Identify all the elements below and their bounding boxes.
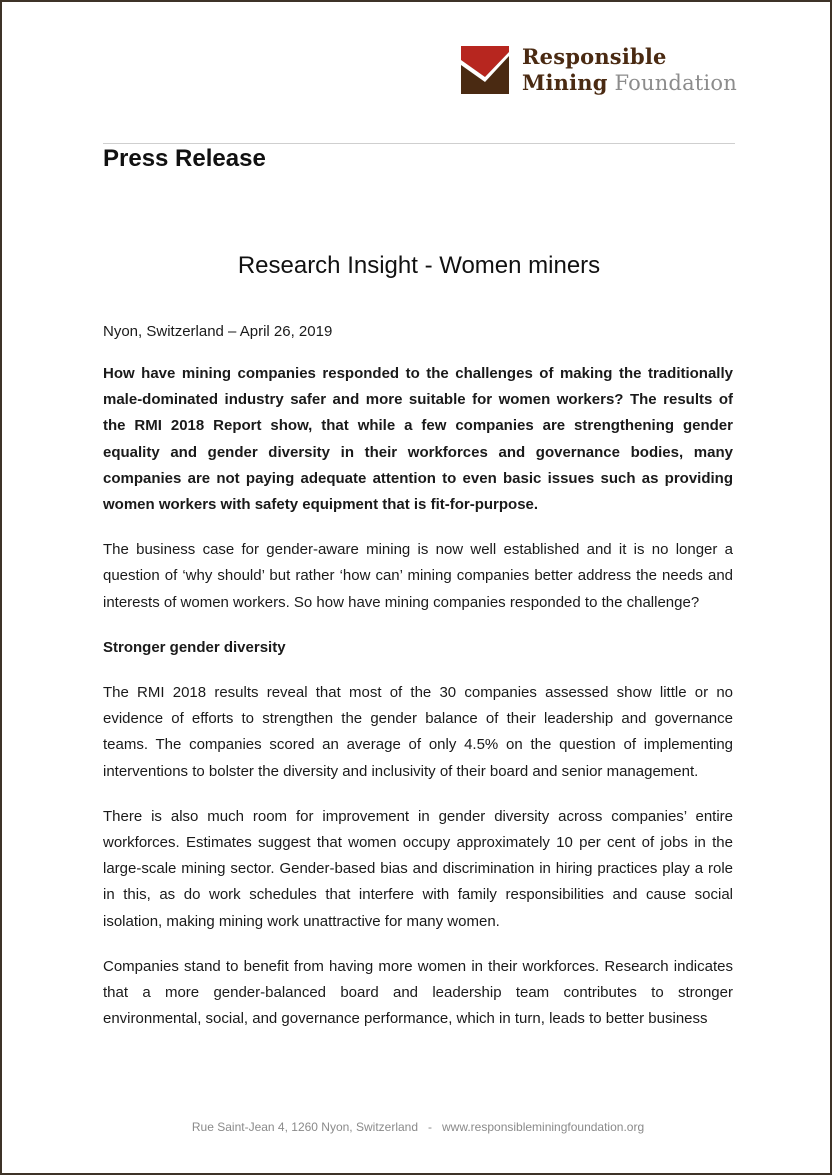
header-divider <box>103 143 735 144</box>
body-paragraph: There is also much room for improvement in gender diversity across companies’ entire workforces. Estimates suggest that women occupy approximately 10 per cent of jobs in the large-scale mining sector. Gender-based bias and discrimination in hiring practices play a role in this, as do work schedules that interfere with family responsibilities and cause social isolation, making mining work unattractive for many women. <box>103 807 733 930</box>
page-footer: Rue Saint-Jean 4, 1260 Nyon, Switzerland - www.responsibleminingfoundation.org <box>191 1120 645 1134</box>
logo-line-2 <box>522 70 737 96</box>
logo-word-foundation: Foundation <box>614 71 737 95</box>
logo-wordmark <box>522 44 737 96</box>
press-release-label: Press Release <box>103 145 266 172</box>
lead-paragraph: How have mining companies responded to the challenges of making the traditionally male-dominated industry safer and more suitable for women workers? The results of the RMI 2018 Report show, that while a few companies are strengthening gender equality and gender diversity in their workforces and governance bodies, many companies are not paying adequate attention to even basic issues such as providing women workers with safety equipment that is fit-for-purpose. <box>103 365 733 514</box>
logo-word-mining: Mining <box>522 70 608 95</box>
logo-mark-icon <box>461 46 509 94</box>
logo-line-1: Responsible <box>522 44 667 69</box>
body-paragraph: The business case for gender-aware mining is now well established and it is no longer a question of ‘why should’ but rather ‘how can’ mining companies better address the needs and interests of women workers. So how have mining companies responded to the challenge? <box>103 541 733 611</box>
rmf-logo <box>461 46 737 96</box>
body-paragraph: Companies stand to benefit from having more women in their workforces. Research indicates that a more gender-balanced board and leadership team contributes to stronger environmental, social, and governance performance, which in turn, leads to better business <box>103 957 733 1028</box>
document-title: Research Insight - Women miners <box>237 252 601 279</box>
section-heading: Stronger gender diversity <box>103 638 286 656</box>
body-paragraph: The RMI 2018 results reveal that most of the 30 companies assessed show little or no evidence of efforts to strengthen the gender balance of their leadership and governance teams. The companies scored an average of only 4.5% on the question of implementing interventions to bolster the diversity and inclusivity of their board and senior management. <box>103 684 733 780</box>
article-body <box>103 361 733 1051</box>
dateline: Nyon, Switzerland – April 26, 2019 <box>103 323 333 340</box>
